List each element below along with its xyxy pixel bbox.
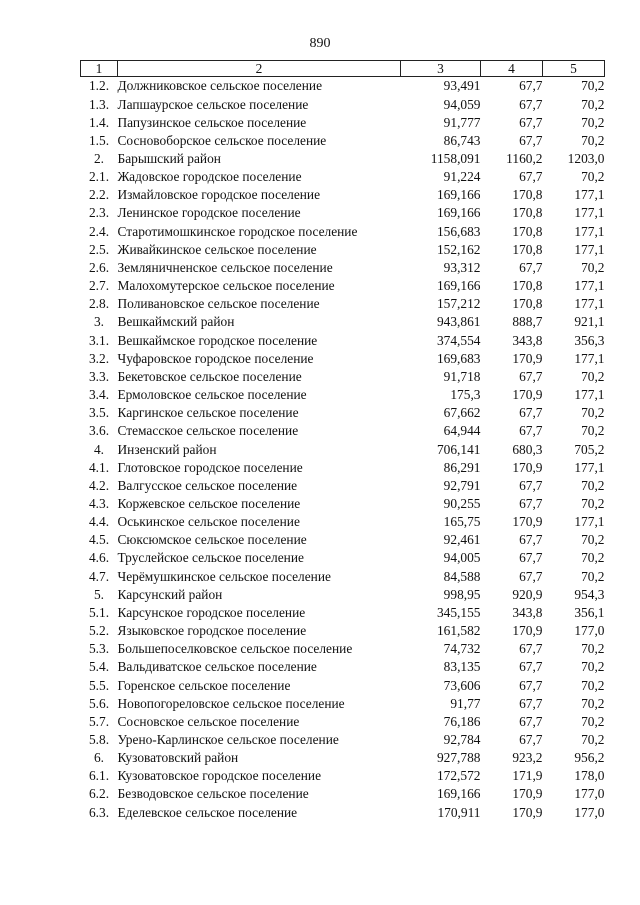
row-number: 2.1.: [88, 169, 110, 185]
row-number: 4.6.: [88, 550, 110, 566]
value-col-5: 956,2: [574, 750, 605, 766]
table-row: [81, 694, 605, 712]
row-number: 1.4.: [88, 114, 110, 130]
table-row: [81, 476, 605, 494]
value-col-4: 67,7: [519, 96, 543, 112]
table-row: [81, 567, 605, 585]
table-row: [81, 495, 605, 513]
value-col-4: 170,8: [512, 241, 543, 257]
value-col-3: 943,861: [436, 314, 481, 330]
table-row: [81, 458, 605, 476]
header-col-3: 3: [401, 61, 481, 77]
value-col-3: 1158,091: [430, 151, 481, 166]
value-col-4: 170,8: [512, 187, 543, 203]
value-col-5: 70,2: [581, 532, 605, 548]
value-col-5: 70,2: [581, 477, 605, 493]
value-col-5: 70,2: [581, 495, 605, 511]
header-col-2: 2: [118, 61, 401, 77]
value-col-5: 177,1: [574, 223, 605, 239]
value-col-3: 93,491: [443, 78, 481, 94]
row-number: 3.4.: [88, 387, 110, 403]
settlement-name: Живайкинское сельское поселение: [117, 241, 317, 257]
value-col-3: 170,911: [437, 804, 481, 820]
row-number: 3.5.: [88, 405, 110, 421]
value-col-4: 170,9: [512, 387, 543, 403]
value-col-4: 67,7: [519, 169, 543, 185]
row-number: 2.5.: [88, 241, 110, 257]
row-number: 2.3.: [88, 205, 110, 221]
settlement-name: Кузоватовское городское поселение: [117, 768, 322, 784]
value-col-5: 70,2: [581, 405, 605, 421]
value-col-4: 343,8: [512, 604, 543, 620]
settlement-name: Черёмушкинское сельское поселение: [117, 568, 331, 584]
row-number: 6.1.: [88, 768, 110, 784]
row-number: 1.3.: [88, 96, 110, 112]
table-row: [81, 368, 605, 386]
settlement-name: Большепоселковское сельское поселение: [117, 641, 353, 657]
row-number: 2.4.: [88, 223, 110, 239]
settlement-name: Новопогореловское сельское поселение: [117, 695, 345, 711]
value-col-4: 170,8: [512, 223, 543, 239]
settlement-name: Инзенский район: [117, 441, 217, 457]
value-col-5: 177,0: [574, 786, 605, 802]
value-col-3: 92,784: [443, 732, 481, 747]
value-col-3: 74,732: [443, 641, 481, 657]
value-col-4: 170,9: [512, 350, 543, 366]
row-number: 5.5.: [88, 677, 110, 693]
table-row: [81, 658, 605, 676]
value-col-4: 67,7: [519, 405, 543, 421]
value-col-5: 177,1: [574, 241, 605, 257]
value-col-4: 67,7: [519, 732, 543, 747]
value-col-5: 954,3: [574, 586, 605, 602]
settlement-name: Папузинское сельское поселение: [117, 114, 307, 130]
settlement-name: Кузоватовский район: [117, 750, 239, 766]
value-col-3: 175,3: [450, 387, 481, 403]
table-row: [81, 785, 605, 803]
row-number: 5.2.: [88, 623, 110, 639]
value-col-4: 67,7: [519, 532, 543, 548]
row-number: 3.6.: [88, 423, 110, 439]
row-number: 2.2.: [88, 187, 110, 203]
value-col-4: 170,9: [512, 459, 543, 475]
settlement-name: Старотимошкинское городское поселение: [117, 223, 358, 239]
settlement-name: Лапшаурское сельское поселение: [117, 96, 309, 112]
value-col-4: 67,7: [519, 713, 543, 729]
value-col-5: 70,2: [581, 114, 605, 130]
settlement-name: Чуфаровское городское поселение: [117, 350, 314, 366]
settlement-name: Жадовское городское поселение: [117, 169, 302, 185]
table-row: [81, 676, 605, 694]
value-col-3: 91,718: [443, 368, 481, 384]
value-col-3: 157,212: [436, 296, 481, 312]
value-col-3: 706,141: [436, 441, 481, 457]
table-row: [81, 749, 605, 767]
value-col-3: 92,461: [443, 532, 481, 548]
table-row: [81, 131, 605, 149]
settlement-name: Карсунское городское поселение: [117, 604, 306, 620]
settlement-name: Вальдиватское сельское поселение: [117, 659, 317, 675]
row-number: 3.2.: [88, 350, 110, 366]
value-col-4: 67,7: [519, 132, 543, 148]
value-col-4: 343,8: [512, 332, 543, 348]
value-col-5: 178,0: [574, 768, 605, 784]
row-number: 2.8.: [88, 296, 110, 312]
value-col-5: 177,1: [574, 205, 605, 221]
table-row: [81, 604, 605, 622]
row-number: 5.4.: [88, 659, 110, 675]
table-body: [81, 61, 605, 822]
value-col-4: 170,9: [512, 623, 543, 639]
table-row: [81, 186, 605, 204]
value-col-5: 177,1: [574, 387, 605, 403]
value-col-5: 70,2: [581, 695, 605, 711]
settlement-name: Измайловское городское поселение: [117, 187, 321, 203]
header-col-1: 1: [81, 61, 118, 77]
value-col-5: 70,2: [581, 641, 605, 657]
settlement-name: Вешкаймский район: [117, 314, 235, 330]
table-row: [81, 640, 605, 658]
row-number: 5.7.: [88, 713, 110, 729]
settlement-name: Коржевское сельское поселение: [117, 495, 301, 511]
settlement-name: Вешкаймское городское поселение: [117, 332, 318, 348]
row-number: 6.2.: [88, 786, 110, 802]
row-number: 2.6.: [88, 259, 110, 275]
header-col-5: 5: [543, 61, 605, 77]
settlement-name: Сюксюмское сельское поселение: [117, 532, 307, 548]
value-col-3: 64,944: [443, 423, 481, 439]
value-col-5: 177,1: [574, 514, 605, 530]
value-col-4: 67,7: [519, 114, 543, 130]
row-number: 1.5.: [88, 132, 110, 148]
value-col-5: 70,2: [581, 259, 605, 275]
settlement-name: Малохомутерское сельское поселение: [117, 278, 335, 294]
header-row: [81, 61, 605, 77]
value-col-5: 177,1: [574, 459, 605, 475]
value-col-4: 67,7: [519, 78, 543, 94]
value-col-3: 91,224: [443, 169, 481, 185]
value-col-5: 177,1: [574, 187, 605, 203]
row-number: 4.3.: [88, 495, 110, 511]
value-col-5: 921,1: [574, 314, 605, 330]
value-col-5: 70,2: [581, 677, 605, 693]
value-col-5: 356,1: [574, 604, 605, 620]
table-row: [81, 277, 605, 295]
row-number: 4.1.: [88, 459, 110, 475]
row-number: 3.1.: [88, 332, 110, 348]
value-col-3: 91,777: [443, 114, 481, 130]
settlement-name: Глотовское городское поселение: [117, 459, 303, 475]
table-row: [81, 404, 605, 422]
value-col-3: 76,186: [443, 713, 481, 729]
value-col-4: 67,7: [519, 568, 543, 584]
row-number: 4.2.: [88, 477, 110, 493]
row-number: 6.: [93, 750, 105, 766]
settlement-name: Горенское сельское поселение: [117, 677, 291, 693]
row-number: 3.3.: [88, 368, 110, 384]
value-col-4: 67,7: [519, 550, 543, 566]
header-col-4: 4: [481, 61, 543, 77]
row-number: 5.: [93, 586, 105, 602]
value-col-4: 170,9: [512, 514, 543, 530]
value-col-5: 70,2: [581, 78, 605, 94]
value-col-5: 70,2: [581, 568, 605, 584]
table-row: [81, 331, 605, 349]
settlement-name: Бекетовское сельское поселение: [117, 368, 302, 384]
value-col-3: 91,77: [450, 695, 481, 711]
value-col-4: 171,9: [512, 768, 543, 784]
table-row: [81, 295, 605, 313]
value-col-5: 70,2: [581, 732, 605, 747]
value-col-3: 156,683: [436, 223, 481, 239]
settlement-name: Труслейское сельское поселение: [117, 550, 304, 566]
settlement-name: Языковское городское поселение: [117, 623, 307, 639]
value-col-3: 83,135: [443, 659, 481, 675]
value-col-4: 920,9: [512, 586, 543, 602]
settlement-name: Стемасское сельское поселение: [117, 423, 299, 439]
settlement-name: Сосновское сельское поселение: [117, 713, 300, 729]
value-col-5: 705,2: [574, 441, 605, 457]
row-number: 5.8.: [88, 732, 110, 747]
value-col-3: 927,788: [436, 750, 481, 766]
table-row: [81, 168, 605, 186]
value-col-3: 93,312: [443, 259, 481, 275]
row-number: 1.2.: [88, 78, 110, 94]
value-col-5: 70,2: [581, 713, 605, 729]
row-number: 4.7.: [88, 568, 110, 584]
value-col-4: 67,7: [519, 641, 543, 657]
settlement-name: Земляничненское сельское поселение: [117, 259, 333, 275]
value-col-5: 356,3: [574, 332, 605, 348]
row-number: 5.3.: [88, 641, 110, 657]
table-row: [81, 585, 605, 603]
value-col-3: 73,606: [443, 677, 481, 693]
table-row: [81, 549, 605, 567]
row-number: 6.3.: [88, 804, 110, 820]
settlement-name: Сосновоборское сельское поселение: [117, 132, 327, 148]
settlement-name: Валгусское сельское поселение: [117, 477, 298, 493]
settlement-name: Оськинское сельское поселение: [117, 514, 300, 530]
value-col-5: 177,1: [574, 278, 605, 294]
table-row: [81, 95, 605, 113]
value-col-4: 923,2: [512, 750, 543, 766]
value-col-5: 1203,0: [567, 151, 605, 166]
table-row: [81, 222, 605, 240]
value-col-4: 170,9: [512, 786, 543, 802]
table-row: [81, 240, 605, 258]
value-col-5: 70,2: [581, 423, 605, 439]
value-col-3: 345,155: [436, 604, 481, 620]
value-col-3: 161,582: [436, 623, 481, 639]
value-col-4: 67,7: [519, 368, 543, 384]
value-col-4: 67,7: [519, 677, 543, 693]
value-col-3: 86,743: [443, 132, 481, 148]
value-col-3: 169,166: [436, 786, 481, 802]
value-col-3: 94,005: [443, 550, 481, 566]
settlement-name: Карсунский район: [117, 586, 223, 602]
row-number: 2.7.: [88, 278, 110, 294]
table-row: [81, 150, 605, 168]
value-col-4: 680,3: [512, 441, 543, 457]
table-row: [81, 803, 605, 821]
table-row: [81, 531, 605, 549]
data-table: [80, 60, 605, 821]
row-number: 4.5.: [88, 532, 110, 548]
row-number: 4.4.: [88, 514, 110, 530]
value-col-5: 70,2: [581, 169, 605, 185]
row-number: 5.1.: [88, 604, 110, 620]
value-col-5: 177,1: [574, 296, 605, 312]
value-col-4: 170,8: [512, 205, 543, 221]
value-col-3: 172,572: [436, 768, 481, 784]
table-row: [81, 386, 605, 404]
value-col-3: 998,95: [443, 586, 481, 602]
table-row: [81, 513, 605, 531]
table-row: [81, 204, 605, 222]
value-col-3: 67,662: [443, 405, 481, 421]
table-row: [81, 731, 605, 749]
settlement-name: Должниковское сельское поселение: [117, 78, 323, 94]
table-row: [81, 422, 605, 440]
table-row: [81, 440, 605, 458]
page-number: 890: [309, 36, 331, 51]
value-col-5: 177,0: [574, 623, 605, 639]
row-number: 2.: [93, 151, 105, 166]
settlement-name: Каргинское сельское поселение: [117, 405, 299, 421]
row-number: 4.: [93, 441, 105, 457]
value-col-4: 170,8: [512, 296, 543, 312]
value-col-5: 177,0: [574, 804, 605, 820]
value-col-4: 170,8: [512, 278, 543, 294]
row-number: 5.6.: [88, 695, 110, 711]
value-col-3: 92,791: [443, 477, 481, 493]
value-col-3: 169,166: [436, 187, 481, 203]
table-row: [81, 313, 605, 331]
settlement-name: Еделевское сельское поселение: [117, 804, 298, 820]
value-col-3: 152,162: [436, 241, 481, 257]
value-col-3: 86,291: [443, 459, 481, 475]
table-row: [81, 259, 605, 277]
settlement-name: Безводовское сельское поселение: [117, 786, 309, 802]
value-col-5: 70,2: [581, 659, 605, 675]
value-col-4: 170,9: [512, 804, 543, 820]
value-col-3: 84,588: [443, 568, 481, 584]
value-col-3: 165,75: [443, 514, 481, 530]
value-col-5: 70,2: [581, 550, 605, 566]
settlement-name: Ермоловское сельское поселение: [117, 387, 307, 403]
value-col-4: 67,7: [519, 423, 543, 439]
value-col-5: 70,2: [581, 96, 605, 112]
value-col-3: 94,059: [443, 96, 481, 112]
table-row: [81, 77, 605, 96]
table-row: [81, 113, 605, 131]
table-row: [81, 712, 605, 730]
table-row: [81, 349, 605, 367]
settlement-name: Ленинское городское поселение: [117, 205, 301, 221]
value-col-5: 70,2: [581, 368, 605, 384]
value-col-4: 67,7: [519, 659, 543, 675]
value-col-4: 1160,2: [506, 151, 543, 166]
settlement-name: Поливановское сельское поселение: [117, 296, 320, 312]
value-col-4: 67,7: [519, 495, 543, 511]
value-col-5: 70,2: [581, 132, 605, 148]
value-col-5: 177,1: [574, 350, 605, 366]
value-col-4: 67,7: [519, 477, 543, 493]
value-col-4: 67,7: [519, 259, 543, 275]
row-number: 3.: [93, 314, 105, 330]
value-col-4: 67,7: [519, 695, 543, 711]
value-col-3: 374,554: [436, 332, 481, 348]
value-col-3: 169,166: [436, 278, 481, 294]
settlement-name: Барышский район: [117, 151, 221, 166]
table-row: [81, 767, 605, 785]
value-col-3: 90,255: [443, 495, 481, 511]
table-row: [81, 622, 605, 640]
value-col-3: 169,683: [436, 350, 481, 366]
value-col-3: 169,166: [436, 205, 481, 221]
value-col-4: 888,7: [512, 314, 543, 330]
settlement-name: Урено-Карлинское сельское поселение: [117, 732, 339, 747]
